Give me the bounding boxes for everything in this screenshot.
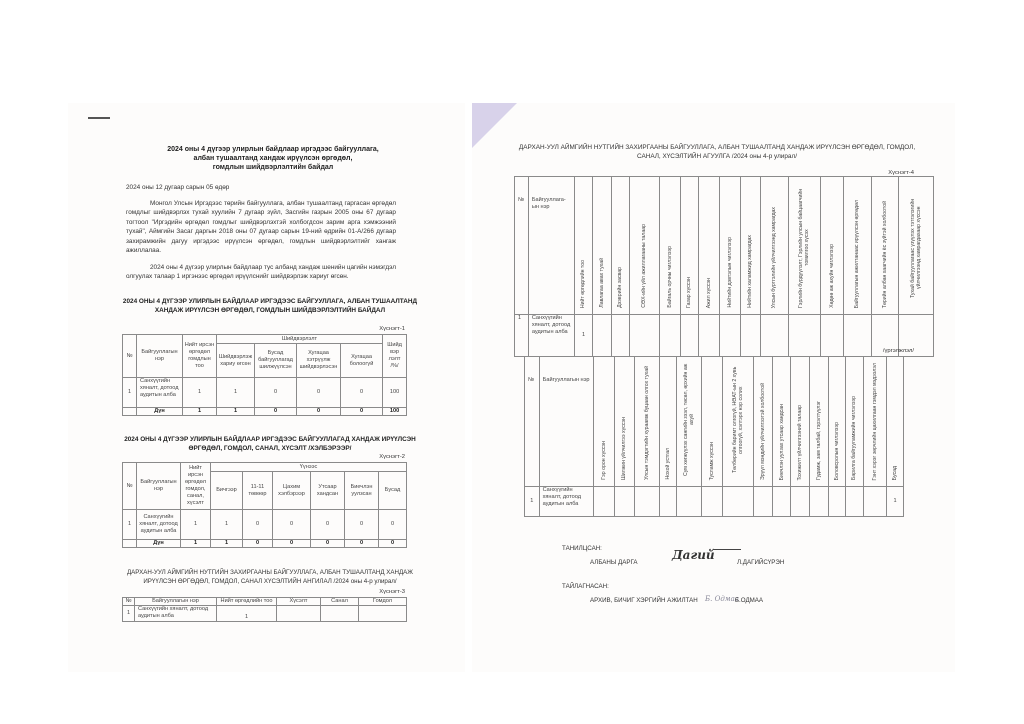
- column-header: [740, 177, 761, 315]
- reviewed-label: ТАНИЛЦСАН:: [562, 545, 602, 552]
- header-no: №: [123, 598, 135, 606]
- reporter-name: Б.ОДМАА: [735, 597, 764, 604]
- column-header: [659, 177, 680, 315]
- header-no: №: [123, 463, 137, 510]
- column-header: [635, 357, 660, 487]
- column-header-label: Гэнт хэрэг зөрчлийн цахилгаан гэмдэл мэдээлэл: [872, 362, 879, 480]
- header-no: №: [525, 357, 540, 487]
- column-header-label: Төрийн албан хаагчийн ёс зүйтэй холбоотой: [881, 200, 888, 308]
- signature-text: Дагий: [672, 548, 715, 562]
- cell-value: [635, 487, 660, 517]
- table3: [122, 597, 407, 622]
- cell-value: [593, 315, 611, 357]
- header-org: Байгууллагын нэр: [539, 357, 593, 487]
- header-sub: Хугацаа болоогүй: [341, 344, 383, 378]
- report-date: 2024 оны 12 дугаар сарын 05 өдөр: [126, 184, 230, 191]
- column-header-label: Боловсролын чиглэлээр: [833, 421, 840, 480]
- column-header: [810, 357, 829, 487]
- cell-value: [772, 487, 791, 517]
- cell-no: 1: [123, 510, 137, 540]
- cell-value: [699, 315, 720, 357]
- header-request: Хүсэлт: [277, 598, 321, 606]
- column-header: [828, 357, 845, 487]
- cell-value: 1: [217, 378, 255, 408]
- table1-title: 2024 ОНЫ 4 ДҮГЭЭР УЛИРЛЫН БАЙДЛААР ИРГЭДЭЭС БАЙГУУЛЛАГА, АЛБАН ТУШААЛТАНД ХАНДАЖ ИРҮҮЛСЭН ӨРГӨДӨЛ, ГОМДЛЫН ШИЙДВЭРЛЭЛТИЙН БАЙДАЛ: [122, 298, 418, 314]
- total-value: 1: [183, 408, 217, 416]
- total-label: Дүн: [137, 540, 181, 548]
- table4: [514, 176, 934, 357]
- column-header-label: Нийт өргөдлийн тоо: [580, 259, 587, 308]
- reporter-title: АРХИВ, БИЧИГ ХЭРГИЙН АЖИЛТАН: [590, 597, 698, 604]
- header-sub: Утсаар хандсан: [311, 472, 345, 510]
- paragraph-summary: 2024 оны 4 дүгээр улирлын байдлаар тус албанд хандаж шенийн цагийн нэмэгдэл олгуулах талаар 1 иргэнээс өргөдөл ирүүлснийг шийдвэрлэж хариуг өгсөн.: [126, 264, 396, 281]
- signature-stroke: [713, 549, 741, 550]
- column-header: [719, 177, 740, 315]
- column-header-label: Гудамж, зам талбай, гэрэлтүүлэг: [815, 401, 822, 480]
- column-header: [887, 357, 904, 487]
- table1: [122, 334, 407, 416]
- header-pct: Шийд вэр лэлт /%/: [383, 335, 407, 378]
- column-header: [611, 177, 629, 315]
- cell-value: [722, 487, 753, 517]
- total-value: 0: [311, 540, 345, 548]
- header-group: Үүнээс: [211, 463, 407, 472]
- cell-no: 1: [123, 378, 137, 408]
- table4-annex: Хүснэгт-4: [888, 170, 914, 176]
- cell-org: Санхүүгийн хяналт, дотоод аудитын алба: [135, 606, 217, 622]
- column-header-label: Байгууллагын ажилтанаас ирүүлсэн өргөдөл: [854, 199, 861, 308]
- header-sub: Цахим хэлбэрээр: [273, 472, 311, 510]
- column-header: [871, 177, 899, 315]
- total-row: [123, 408, 407, 416]
- column-header: [899, 177, 934, 315]
- cell-value: 0: [345, 510, 379, 540]
- reviewer-signature: [672, 548, 741, 562]
- cell-org: Санхүүгийн хяналт, дотоод аудитын алба: [137, 510, 181, 540]
- cell-value: [680, 315, 698, 357]
- cell-value: 1: [574, 315, 592, 357]
- title-line: 2024 оны 4 дүгээр улирлын байдлаар иргэдээс байгууллага,: [167, 146, 379, 153]
- total-label: Дүн: [137, 408, 183, 416]
- title-line: гомдлын шийдвэрлэлтийн байдал: [212, 164, 334, 171]
- cell-value: [754, 487, 773, 517]
- cell-value: [277, 606, 321, 622]
- header-no: №: [123, 335, 137, 378]
- column-header: [844, 177, 872, 315]
- column-header: [722, 357, 753, 487]
- column-header: [660, 357, 677, 487]
- cell-value: [660, 487, 677, 517]
- left-document-page: [68, 103, 465, 672]
- header-sub: Биечлэн уулзсан: [345, 472, 379, 510]
- cell-value: 1: [181, 510, 211, 540]
- cell-org: Санхүүгийн хяналт, дотоод аудитын алба: [528, 315, 574, 357]
- cell-value: 0: [297, 378, 341, 408]
- cell-no: 1: [515, 315, 529, 357]
- table2-title: 2024 ОНЫ 4 ДҮГЭЭР УЛИРЛЫН БАЙДЛААР ИРГЭДЭЭС БАЙГУУЛЛАГАД ХАНДАЖ ИРҮҮЛСЭН ӨРГӨДӨЛ, ГОМДОЛ, САНАЛ, ХҮСЭЛТ /ХЭЛБЭРЭЭР/: [124, 436, 416, 452]
- cell-value: 0: [311, 510, 345, 540]
- column-header: [845, 357, 864, 487]
- paragraph-intro: Монгол Улсын Иргэдээс төрийн байгууллага, албан тушаалтанд гаргасан өргөдөл гомдлыг шийдвэрлэх тухай хуулийн 7 дугаар зүйл, Засгийн газрын 2005 оны 67 дугаар тогтоол "Иргэдийн өргөдөл гомдлыг шийдвэрлэхтэй холбогдсон зарим арга хэмжээний тухай", Аймгийн Засаг даргын 2018 оны 07 дугаар сарын 19-ний өдрийн 01-А/266 дугаар захирамжийн дагуу иргэдээс ирүүлсэн өргөдөл, гомдлын шийдвэрлэлтийг хангаж ажиллалаа.: [126, 200, 396, 255]
- table1-annex: Хүснэгт-1: [379, 326, 405, 332]
- column-header-label: Газар хүссэн: [686, 277, 693, 308]
- cell-value: 1: [211, 510, 243, 540]
- table3-title: ДАРХАН-УУЛ АЙМГИЙН НУТГИЙН ЗАХИРГААНЫ БАЙГУУЛЛАГА, АЛБАН ТУШААЛТАНД ХАНДАЖ ИРҮҮЛСЭН ӨРГӨДӨЛ, ГОМДОЛ, САНАЛ ХҮСЭЛТИЙН АНГИЛАЛ /2024 оны 4-р улирал/: [126, 569, 414, 585]
- header-sub: Бичгээр: [211, 472, 243, 510]
- total-value: 0: [345, 540, 379, 548]
- column-header-label: Гэрлийн бүрдүүлэлт, Гэрлийн улсын байцаагчийн томилгоо хүсэх: [798, 188, 811, 308]
- column-header-label: Нийтийн дэвтэлын чиглэлээр: [726, 237, 733, 308]
- table3-annex: Хүснэгт-3: [379, 589, 405, 595]
- column-header-label: Биечлэн уулзах утсаар хандсан: [778, 403, 785, 480]
- title-line: албан тушаалтанд хандаж ирүүлсэн өргөдөл,: [193, 155, 353, 162]
- column-header-label: СӨХ-ийн үйл ажиллагааны талаар: [641, 224, 648, 308]
- total-value: 0: [255, 408, 297, 416]
- total-value: 100: [383, 408, 407, 416]
- cell-value: [740, 315, 761, 357]
- column-header-label: Нийтийн халамжид хамрагдах: [747, 235, 754, 308]
- cell-value: [761, 315, 789, 357]
- header-total: Нийт ирсэн өргөдөл гомдлын тоо: [183, 335, 217, 378]
- cell-value: [828, 487, 845, 517]
- cell-org: Санхүүгийн хяналт, дотоод аудитын алба: [539, 487, 593, 517]
- cell-value: 1: [887, 487, 904, 517]
- total-value: 0: [297, 408, 341, 416]
- column-header-label: Тусламж хүссэн: [708, 441, 715, 480]
- header-sub: 11-11 төвөөр: [243, 472, 273, 510]
- column-header: [699, 177, 720, 315]
- column-header-label: Гэр орон хүссэн: [600, 441, 607, 480]
- reported-label: ТАЙЛАГНАСАН:: [562, 583, 609, 590]
- cell-value: [359, 606, 407, 622]
- cell-value: 0: [243, 510, 273, 540]
- header-org: Байгууллагын нэр: [137, 463, 181, 510]
- total-value: 0: [273, 540, 311, 548]
- header-sub: Бусад: [379, 472, 407, 510]
- cell-value: [701, 487, 722, 517]
- cell-value: [630, 315, 660, 357]
- cell-value: 100: [383, 378, 407, 408]
- header-total: Нийт ирсэн өргөдөл гомдол, санал, хүсэлт: [181, 463, 211, 510]
- column-header-label: Сум хөгжүүлэх сангийн зээл, төсөл, өрхийн аж ахуй: [682, 363, 695, 477]
- total-value: 0: [379, 540, 407, 548]
- column-header: [614, 357, 635, 487]
- column-header-label: Ажил хүссэн: [705, 277, 712, 308]
- column-header: [593, 177, 611, 315]
- column-header-label: Нохой устгал: [665, 448, 672, 480]
- total-row: [123, 540, 407, 548]
- cell-no: 1: [123, 606, 135, 622]
- cell-value: [845, 487, 864, 517]
- table2-annex: Хүснэгт-2: [379, 454, 405, 460]
- column-header: [772, 357, 791, 487]
- cell-value: [614, 487, 635, 517]
- total-value: 1: [217, 408, 255, 416]
- table-row: [123, 378, 407, 408]
- reporter-signature: Б. Одмаа: [705, 595, 739, 603]
- right-document-page: [472, 103, 955, 672]
- total-value: 1: [211, 540, 243, 548]
- reviewer-title: АЛБАНЫ ДАРГА: [590, 559, 638, 566]
- column-header: [676, 357, 701, 487]
- column-header-label: Төлбөрийн баримт олгогүй, НӨАТ-ын 2 хувь олгоогүй, хэлтэрх нэр солих: [731, 366, 744, 474]
- column-header-label: Лавлагаа авах тухай: [598, 258, 605, 308]
- cell-value: 1: [217, 606, 277, 622]
- column-header-label: Эрүүл мэндийн үйлчилгээтэй холбоотой: [759, 382, 766, 480]
- table5-annex: /үргэлжлэл/: [882, 348, 914, 354]
- column-header-label: Шилжин үйлчилгээ хүссэн: [621, 417, 628, 480]
- table4-title: ДАРХАН-УУЛ АЙМГИЙН НУТГИЙН ЗАХИРГААНЫ БАЙГУУЛЛАГА, АЛБАН ТУШААЛТАНД ХАНДАЖ ИРҮҮЛСЭН ӨРГӨДӨЛ, ГОМДОЛ, САНАЛ, ХҮСЭЛТИЙН АГУУЛГА /2024 оны 4-р улирал/: [518, 144, 916, 160]
- report-title: [128, 145, 418, 172]
- header-org: Байгууллагын нэр: [135, 598, 217, 606]
- cell-value: [593, 487, 614, 517]
- table-row: [123, 606, 407, 622]
- cell-value: [864, 487, 887, 517]
- column-header-label: Тухай байгууллагаас үзүүлэх тэтгэлэгийн үйлчилгээнд хамрагдахаар хүссэн: [909, 198, 923, 298]
- reviewer-name: Л.ДАГИЙСҮРЭН: [737, 559, 785, 566]
- column-header: [754, 357, 773, 487]
- column-header-label: Улсын бүртгэлийн үйлчилгээнд хамрагдах: [771, 206, 778, 308]
- column-header: [821, 177, 844, 315]
- cell-value: [676, 487, 701, 517]
- cell-value: 0: [379, 510, 407, 540]
- column-header: [680, 177, 698, 315]
- cell-value: 1: [183, 378, 217, 408]
- column-header: [788, 177, 820, 315]
- total-value: 1: [181, 540, 211, 548]
- column-header-label: Улсын тэмдэгтийн хураамж буцаан олгох тухай: [644, 366, 651, 480]
- cell-value: 0: [341, 378, 383, 408]
- header-sub: Шийдвэрлэж хариу өгсөн: [217, 344, 255, 378]
- total-value: 0: [341, 408, 383, 416]
- column-header-label: Хөдөө аж ахуйн чиглэлээр: [829, 244, 836, 308]
- column-header-label: Дээврийн засвар: [617, 267, 624, 308]
- pen-mark: [88, 117, 110, 119]
- cell-value: [611, 315, 629, 357]
- column-header: [574, 177, 592, 315]
- header-group: Шийдвэрлэлт: [217, 335, 383, 344]
- table-row: [525, 487, 904, 517]
- column-header: [761, 177, 789, 315]
- column-header: [791, 357, 810, 487]
- cell-value: [659, 315, 680, 357]
- table2: [122, 462, 407, 548]
- table5: [524, 356, 904, 517]
- column-header: [701, 357, 722, 487]
- cell-no: 1: [525, 487, 540, 517]
- table-row: [123, 510, 407, 540]
- header-total: Нийт өргөдлийн тоо: [217, 598, 277, 606]
- column-header: [593, 357, 614, 487]
- cell-value: [719, 315, 740, 357]
- header-org: Байгууллагын нэр: [137, 335, 183, 378]
- column-header-label: Барилга байгууламжийн чиглэлээр: [851, 396, 858, 480]
- column-header: [630, 177, 660, 315]
- header-complaint: Гомдол: [359, 598, 407, 606]
- header-sub: Бусад байгууллагад шилжүүлсэн: [255, 344, 297, 378]
- column-header-label: Байгаль орчны чиглэлээр: [666, 246, 673, 308]
- header-suggestion: Санал: [321, 598, 359, 606]
- total-value: 0: [243, 540, 273, 548]
- header-sub: Хугацаа хэтрүүлж шийдвэрлэсэн: [297, 344, 341, 378]
- header-org: Байгууллага-ын нэр: [528, 177, 574, 315]
- header-no: №: [515, 177, 529, 315]
- column-header-label: Тохижилт үйлчилгээний талаар: [797, 404, 804, 480]
- page-fold-corner: [472, 103, 517, 148]
- column-header: [864, 357, 887, 487]
- cell-org: Санхүүгийн хяналт, дотоод аудитын алба: [137, 378, 183, 408]
- cell-value: [321, 606, 359, 622]
- cell-value: 0: [255, 378, 297, 408]
- column-header-label: Бусад: [892, 465, 899, 480]
- cell-value: 0: [273, 510, 311, 540]
- cell-value: [810, 487, 829, 517]
- cell-value: [791, 487, 810, 517]
